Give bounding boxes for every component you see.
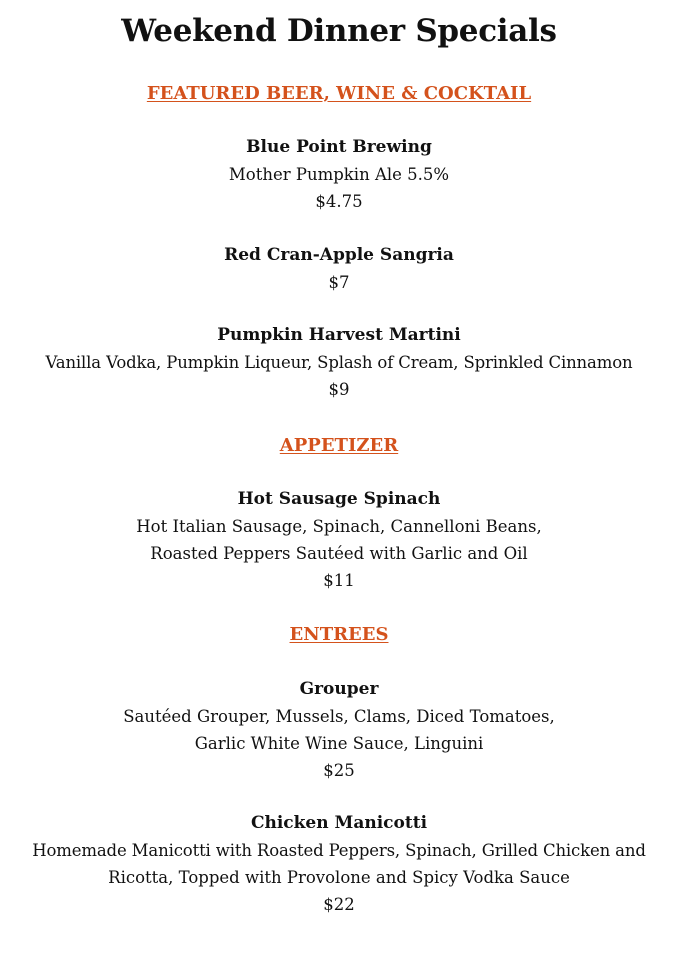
item-price: $9	[328, 380, 350, 399]
item-price: $7	[328, 273, 350, 292]
section-heading-featured-drinks: FEATURED BEER, WINE & COCKTAIL	[146, 83, 532, 104]
item-description: Mother Pumpkin Ale 5.5%	[228, 165, 450, 184]
page-title: Weekend Dinner Specials	[121, 13, 557, 49]
item-name: Chicken Manicotti	[250, 813, 428, 833]
item-description: Homemade Manicotti with Roasted Peppers, Spinach, Grilled Chicken and	[32, 841, 646, 860]
section-heading-appetizer: APPETIZER	[279, 435, 399, 456]
item-name: Pumpkin Harvest Martini	[217, 325, 461, 345]
item-description: Hot Italian Sausage, Spinach, Cannelloni Beans,	[136, 517, 542, 536]
menu-item-red-cran-apple-sangria	[0, 242, 678, 296]
item-description: Roasted Peppers Sautéed with Garlic and Oil	[150, 544, 528, 563]
item-description: Sautéed Grouper, Mussels, Clams, Diced Tomatoes,	[123, 707, 555, 726]
item-name: Hot Sausage Spinach	[237, 489, 441, 509]
item-name: Red Cran-Apple Sangria	[224, 245, 454, 265]
item-name: Blue Point Brewing	[246, 137, 432, 157]
section-heading-entrees: ENTREES	[289, 624, 389, 645]
item-price: $22	[323, 895, 355, 914]
menu-item-grouper	[0, 676, 678, 784]
menu-item-hot-sausage-spinach	[0, 486, 678, 594]
menu-item-pumpkin-harvest-martini	[0, 322, 678, 403]
item-description: Vanilla Vodka, Pumpkin Liqueur, Splash of Cream, Sprinkled Cinnamon	[45, 353, 633, 372]
item-price: $25	[323, 761, 355, 780]
item-description: Garlic White Wine Sauce, Linguini	[194, 734, 484, 753]
item-name: Grouper	[299, 679, 379, 699]
item-price: $11	[323, 571, 355, 590]
item-price: $4.75	[315, 192, 363, 211]
item-description: Ricotta, Topped with Provolone and Spicy Vodka Sauce	[108, 868, 570, 887]
menu-item-chicken-manicotti	[0, 810, 678, 918]
menu-item-blue-point-brewing	[0, 134, 678, 215]
